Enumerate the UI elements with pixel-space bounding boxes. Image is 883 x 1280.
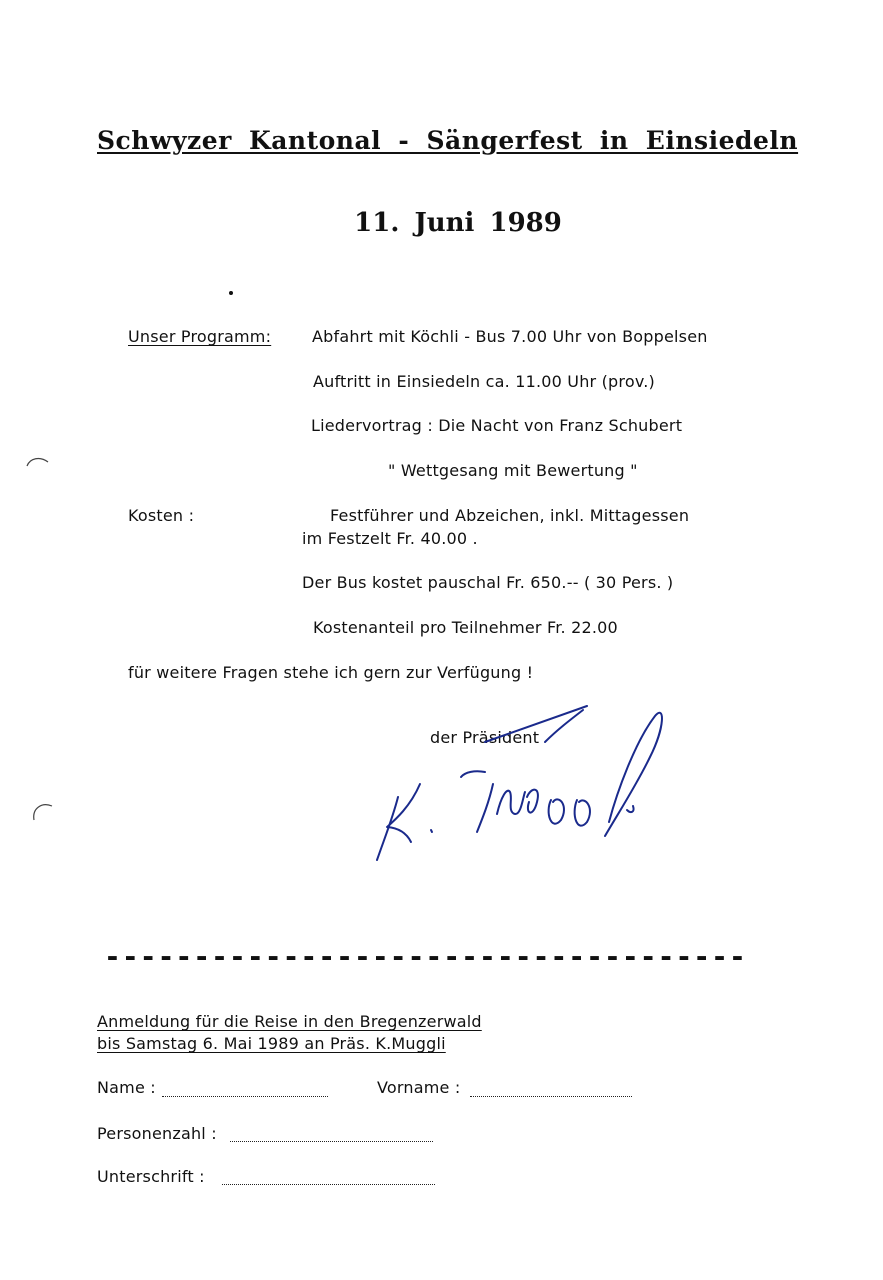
- page-title: Schwyzer Kantonal - Sängerfest in Einsiedeln: [97, 126, 799, 155]
- punch-hole-mark: [24, 452, 54, 472]
- registration-deadline: bis Samstag 6. Mai 1989 an Präs. K.Muggli: [97, 1034, 446, 1053]
- personenzahl-field[interactable]: [230, 1141, 433, 1142]
- closing-text: für weitere Fragen stehe ich gern zur Verfügung !: [128, 663, 534, 682]
- costs-line: Festführer und Abzeichen, inkl. Mittagessen: [330, 506, 690, 525]
- punch-hole-mark: [28, 800, 58, 830]
- cut-separator: ------------------------------------: [104, 940, 747, 973]
- program-line: Auftritt in Einsiedeln ca. 11.00 Uhr (prov.): [313, 372, 655, 391]
- name-field[interactable]: [162, 1096, 328, 1097]
- signature-role: der Präsident: [430, 728, 540, 747]
- unterschrift-label: Unterschrift :: [97, 1167, 205, 1186]
- event-date: 11. Juni 1989: [354, 208, 562, 238]
- costs-line: Der Bus kostet pauschal Fr. 650.-- ( 30 Pers. ): [302, 573, 674, 592]
- registration-heading: Anmeldung für die Reise in den Bregenzerwald: [97, 1012, 482, 1031]
- name-label: Name :: [97, 1078, 156, 1097]
- costs-line: Kostenanteil pro Teilnehmer Fr. 22.00: [313, 618, 618, 637]
- vorname-field[interactable]: [470, 1096, 632, 1097]
- handwritten-signature: [365, 702, 665, 872]
- program-line: " Wettgesang mit Bewertung ": [388, 461, 638, 480]
- program-line: Abfahrt mit Köchli - Bus 7.00 Uhr von Boppelsen: [312, 327, 708, 346]
- costs-line: im Festzelt Fr. 40.00 .: [302, 529, 478, 548]
- unterschrift-field[interactable]: [222, 1184, 435, 1185]
- vorname-label: Vorname :: [377, 1078, 461, 1097]
- program-label: Unser Programm:: [128, 327, 272, 346]
- stray-dot: [229, 291, 233, 295]
- program-line: Liedervortrag : Die Nacht von Franz Schubert: [311, 416, 683, 435]
- costs-label: Kosten :: [128, 506, 195, 525]
- personenzahl-label: Personenzahl :: [97, 1124, 217, 1143]
